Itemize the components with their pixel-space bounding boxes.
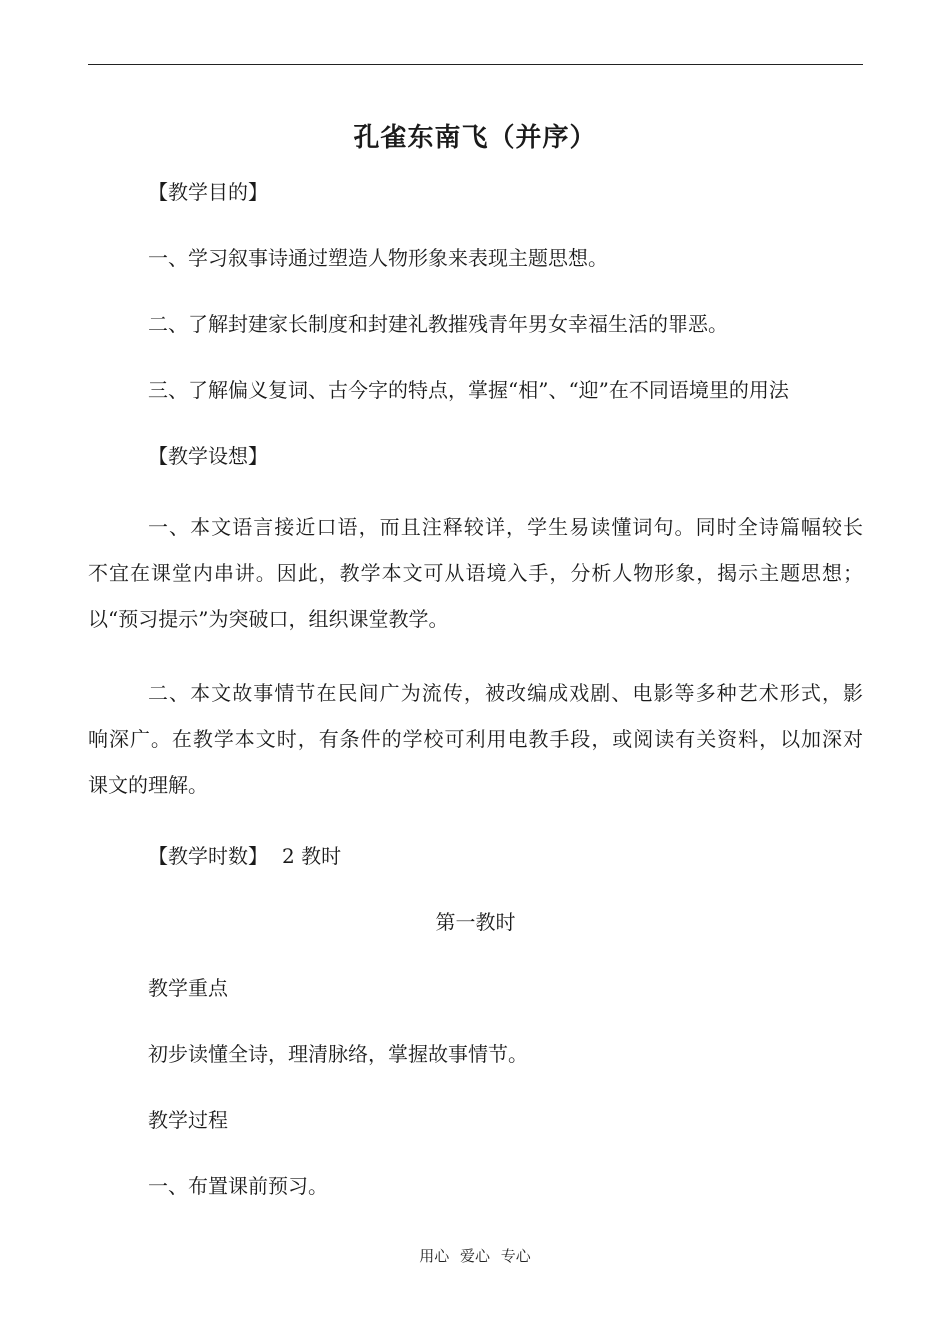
hours-value: 2 教时 <box>282 844 342 868</box>
design-2-line-1: 二、本文故事情节在民间广为流传，被改编成戏剧、电影等多种艺术形式，影 <box>148 681 863 705</box>
lesson-title: 第一教时 <box>435 910 516 934</box>
design-2-line-2: 响深广。在教学本文时，有条件的学校可利用电教手段，或阅读有关资料，以加深对 <box>88 727 863 751</box>
objective-3: 三、了解偏义复词、古今字的特点，掌握“相”、“迎”在不同语境里的用法 <box>148 378 789 402</box>
design-1-line-2: 不宜在课堂内串讲。因此，教学本文可从语境入手，分析人物形象，揭示主题思想； <box>88 561 863 585</box>
design-2-line-3: 课文的理解。 <box>88 773 208 797</box>
hours-heading: 【教学时数】 <box>148 844 268 868</box>
design-paragraph-2 <box>88 670 863 808</box>
objective-1: 一、学习叙事诗通过塑造人物形象来表现主题思想。 <box>148 246 608 270</box>
objective-2: 二、了解封建家长制度和封建礼教摧残青年男女幸福生活的罪恶。 <box>148 312 728 336</box>
header-rule <box>88 64 863 65</box>
design-1-line-1: 一、本文语言接近口语，而且注释较详，学生易读懂词句。同时全诗篇幅较长 <box>148 515 863 539</box>
hours-row <box>88 836 863 876</box>
design-paragraph-1 <box>88 504 863 642</box>
design-heading: 【教学设想】 <box>148 444 268 468</box>
page-footer: 用心 爱心 专心 <box>419 1247 531 1265</box>
focus-heading: 教学重点 <box>148 976 228 1000</box>
process-heading: 教学过程 <box>148 1108 228 1132</box>
process-step-1: 一、布置课前预习。 <box>148 1174 328 1198</box>
document-body <box>88 172 863 1206</box>
focus-text: 初步读懂全诗，理清脉络，掌握故事情节。 <box>148 1042 528 1066</box>
page-title: 孔雀东南飞（并序） <box>353 123 597 153</box>
design-1-line-3: 以“预习提示”为突破口，组织课堂教学。 <box>88 607 449 631</box>
objectives-heading: 【教学目的】 <box>148 180 268 204</box>
